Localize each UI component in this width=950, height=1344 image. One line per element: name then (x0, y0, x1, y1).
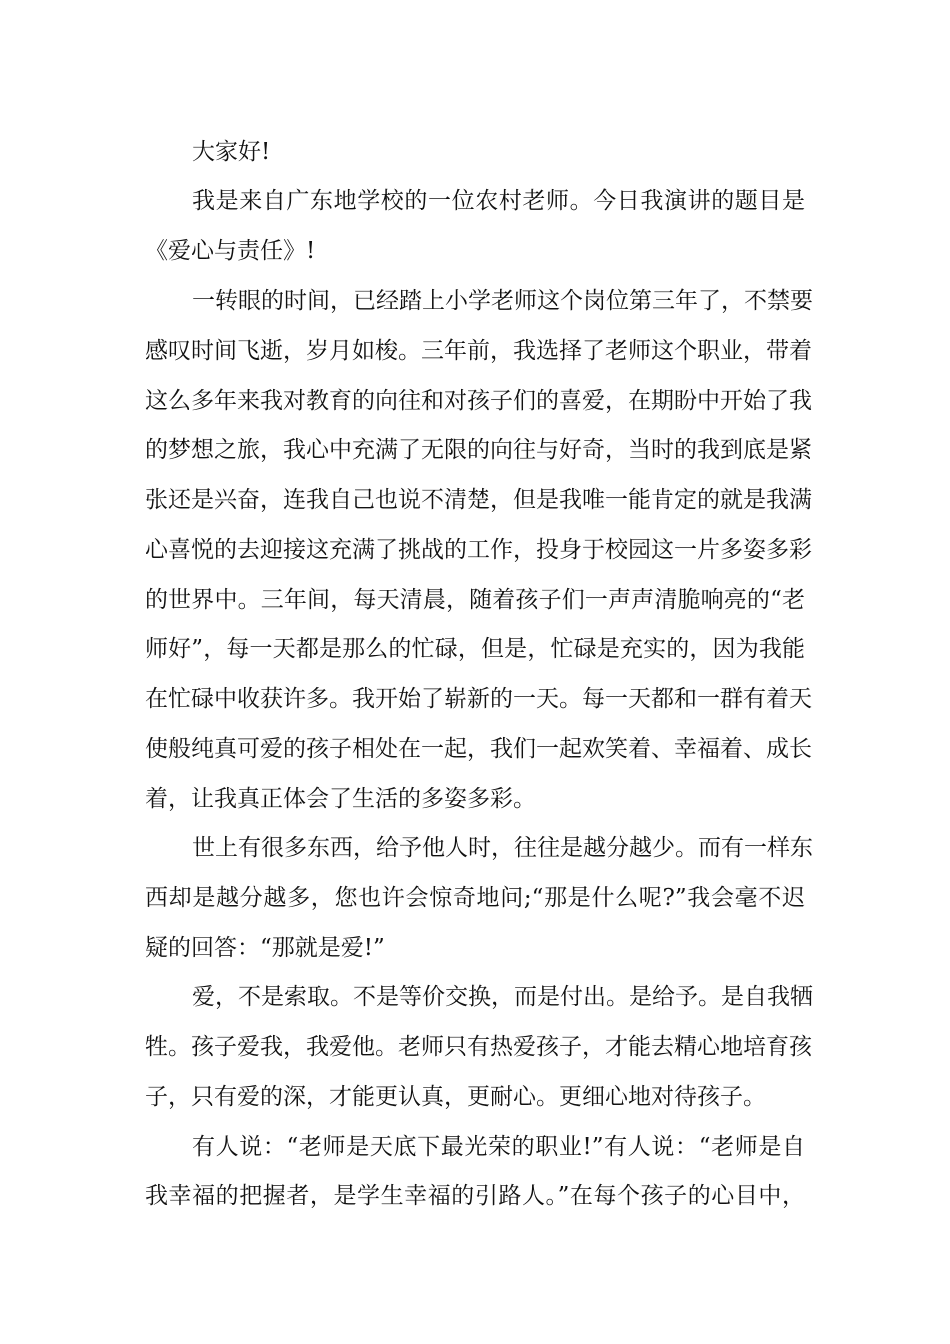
paragraph-line: 疑的回答：“那就是爱!” (145, 935, 385, 961)
paragraph-line: 在忙碌中收获许多。我开始了崭新的一天。每一天都和一群有着天 (145, 686, 812, 712)
paragraph-line: 子，只有爱的深，才能更认真，更耐心。更细心地对待孩子。 (145, 1084, 766, 1110)
paragraph-line: 师好”，每一天都是那么的忙碌，但是，忙碌是充实的，因为我能 (145, 636, 805, 662)
paragraph-line: 有人说：“老师是天底下最光荣的职业!”有人说：“老师是自 (192, 1134, 805, 1160)
paragraph-line: 张还是兴奋，连我自己也说不清楚，但是我唯一能肯定的就是我满 (145, 487, 812, 513)
paragraph-line: 牲。孩子爱我，我爱他。老师只有热爱孩子，才能去精心地培育孩 (145, 1034, 812, 1060)
paragraph-line: 感叹时间飞逝，岁月如梭。三年前，我选择了老师这个职业，带着 (145, 338, 812, 364)
greeting-line: 大家好! (192, 139, 271, 165)
paragraph-line: 的梦想之旅，我心中充满了无限的向往与好奇，当时的我到底是紧 (145, 437, 812, 463)
paragraph-line: 《爱心与责任》! (145, 238, 316, 264)
paragraph-line: 着，让我真正体会了生活的多姿多彩。 (145, 786, 536, 812)
paragraph-line: 的世界中。三年间，每天清晨，随着孩子们一声声清脆响亮的“老 (145, 587, 805, 613)
paragraph-line: 心喜悦的去迎接这充满了挑战的工作，投身于校园这一片多姿多彩 (145, 537, 812, 563)
paragraph-line: 西却是越分越多，您也许会惊奇地问;“那是什么呢?”我会毫不迟 (145, 885, 805, 911)
paragraph-line: 世上有很多东西，给予他人时，往往是越分越少。而有一样东 (192, 835, 813, 861)
paragraph-line: 爱，不是索取。不是等价交换，而是付出。是给予。是自我牺 (192, 984, 813, 1010)
paragraph-line: 我是来自广东地学校的一位农村老师。今日我演讲的题目是 (192, 188, 805, 214)
paragraph-line: 使般纯真可爱的孩子相处在一起，我们一起欢笑着、幸福着、成长 (145, 736, 812, 762)
paragraph-line: 这么多年来我对教育的向往和对孩子们的喜爱，在期盼中开始了我 (145, 388, 812, 414)
paragraph-line: 我幸福的把握者，是学生幸福的引路人。”在每个孩子的心目中， (145, 1183, 805, 1209)
paragraph-line: 一转眼的时间，已经踏上小学老师这个岗位第三年了，不禁要 (192, 288, 813, 314)
